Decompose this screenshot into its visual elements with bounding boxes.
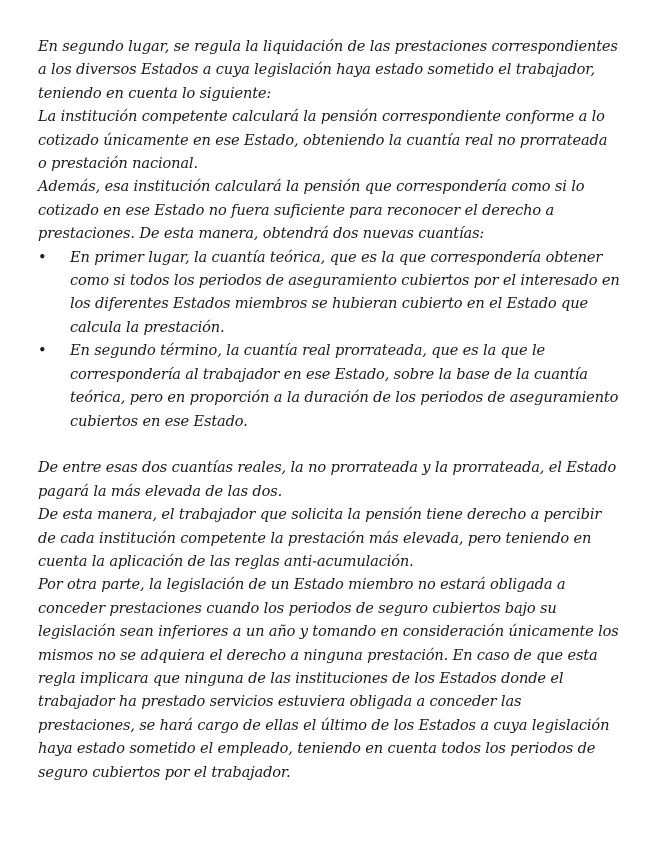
paragraph-intro: En segundo lugar, se regula la liquidación de las prestaciones correspondientes a los diversos Estados a cuya legislación haya estado sometido el trabajador, teniendo en cuenta lo siguiente:: [38, 38, 618, 102]
paragraph-two-amounts: Además, esa institución calculará la pensión que correspondería como si lo cotizado en ese Estado no fuera suficiente para reconocer el derecho a prestaciones. De esta manera, obtendrá dos nuevas cuantías:: [38, 178, 585, 243]
bullet-icon: •: [38, 342, 47, 360]
paragraph-national-pension: La institución competente calculará la pensión correspondiente conforme a lo cotizado únicamente en ese Estado, obteniendo la cuantía real no prorrateada o prestación nacional.: [38, 108, 608, 173]
blank-line: [38, 433, 620, 456]
list-item: [38, 339, 620, 433]
paragraph-higher-amount: De entre esas dos cuantías reales, la no prorrateada y la prorrateada, el Estado pagará la más elevada de las dos.: [38, 459, 617, 500]
paragraph-minimum-period: Por otra parte, la legislación de un Estado miembro no estará obligada a conceder prestaciones cuando los periodos de seguro cubiertos bajo su legislación sean inferiores a un año y tomando en consideración únicamente los mismos no se adquiera el derecho a ninguna prestación. En caso de que esta regla implicara que ninguna de las instituciones de los Estados donde el trabajador ha prestado servicios estuviera obligada a conceder las prestaciones, se hará cargo de ellas el último de los Estados a cuya legislación haya estado sometido el empleado, teniendo en cuenta todos los periodos de seguro cubiertos por el trabajador.: [38, 576, 619, 781]
paragraph-worker-right: De esta manera, el trabajador que solicita la pensión tiene derecho a percibir de cada institución competente la prestación más elevada, pero teniendo en cuenta la aplicación de las reglas anti-acumulación.: [38, 506, 602, 570]
bullet-text-theoretical: En primer lugar, la cuantía teórica, que es la que correspondería obtener como si todos los periodos de aseguramiento cubiertos por el interesado en los diferentes Estados miembros se hubieran cubierto en el Estado que calcula la prestación.: [70, 248, 620, 336]
document-body: [38, 35, 620, 784]
bullet-list: [38, 246, 620, 433]
bullet-icon: •: [38, 248, 47, 266]
bullet-text-prorated: En segundo término, la cuantía real prorrateada, que es la que le correspondería al trabajador en ese Estado, sobre la base de la cuantía teórica, pero en proporción a la duración de los periodos de aseguramiento cubiertos en ese Estado.: [70, 342, 619, 430]
list-item: [38, 246, 620, 340]
